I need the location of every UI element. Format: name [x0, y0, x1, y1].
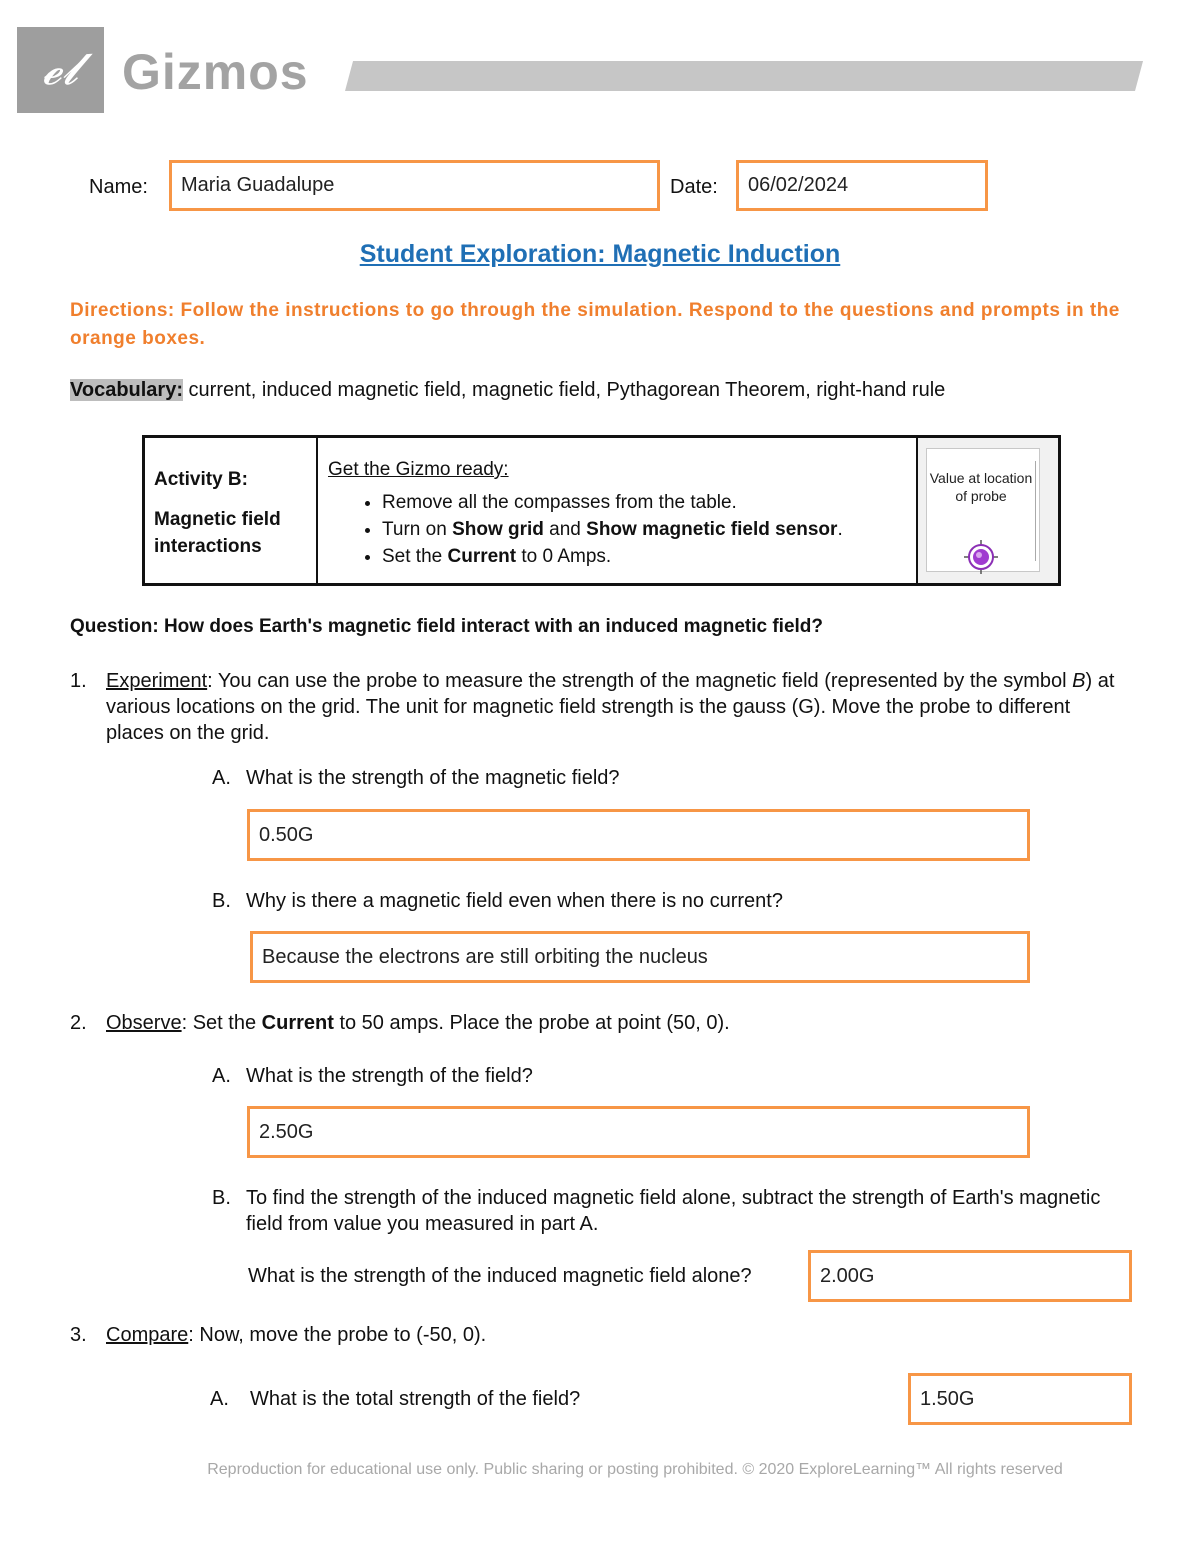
q2a-question: What is the strength of the field? — [246, 1065, 533, 1087]
date-field[interactable]: 06/02/2024 — [736, 160, 988, 211]
setup-steps-list — [328, 489, 916, 570]
q2b-question: To find the strength of the induced magnetic field alone, subtract the strength of Earth's magnetic field from value you measured in part A. — [246, 1187, 1101, 1235]
header-bar — [345, 61, 1143, 91]
setup-step: • Turn on Show grid and Show magnetic field sensor. — [382, 516, 916, 543]
probe-icon — [963, 539, 999, 575]
vocabulary-line — [70, 377, 945, 403]
panel-divider — [1035, 461, 1036, 561]
gizmos-wordmark: Gizmos — [122, 44, 309, 100]
q1a-question: What is the strength of the magnetic field? — [246, 767, 620, 789]
copyright-footer: Reproduction for educational use only. Public sharing or posting prohibited. © 2020 ExploreLearning™ All rights reserved — [207, 1461, 1063, 1478]
activity-subtitle: Magnetic field interactions — [154, 509, 281, 557]
q1a-answer-box[interactable]: 0.50G — [247, 809, 1030, 861]
vocabulary-label: Vocabulary: — [70, 379, 183, 401]
setup-step: • Set the Current to 0 Amps. — [382, 543, 916, 570]
directions-text: Directions: Follow the instructions to go through the simulation. Respond to the questions and prompts in the orange boxes. — [70, 300, 1120, 349]
name-label: Name: — [89, 176, 148, 198]
q1a-label: A. — [212, 767, 231, 789]
q3a-answer-box[interactable]: 1.50G — [908, 1373, 1132, 1425]
activity-table — [142, 435, 1061, 586]
q2-number: 2. — [70, 1012, 87, 1034]
sensor-panel — [926, 448, 1040, 572]
logo-mark: 𝓮𝓵 — [42, 44, 79, 95]
activity-instructions-cell — [318, 438, 918, 583]
q2b-prompt: What is the strength of the induced magnetic field alone? — [248, 1265, 752, 1287]
page-title: Student Exploration: Magnetic Induction — [359, 240, 841, 268]
date-label: Date: — [670, 176, 718, 198]
explorelearning-logo — [17, 27, 104, 113]
q2a-label: A. — [212, 1065, 231, 1087]
gizmo-ready-heading: Get the Gizmo ready: — [328, 459, 509, 480]
name-field[interactable]: Maria Guadalupe — [169, 160, 660, 211]
q3-text: Compare: Now, move the probe to (-50, 0). — [106, 1324, 487, 1346]
question-heading: Question: How does Earth's magnetic field interact with an induced magnetic field? — [70, 616, 824, 637]
sensor-caption: Value at location of probe — [929, 470, 1033, 504]
q1-number: 1. — [70, 670, 87, 692]
q2-text: Observe: Set the Current to 50 amps. Place the probe at point (50, 0). — [106, 1012, 730, 1034]
q3a-label: A. — [210, 1388, 229, 1410]
activity-label: Activity B: — [154, 469, 248, 490]
q1b-label: B. — [212, 890, 231, 912]
q2b-label: B. — [212, 1187, 231, 1209]
q1b-question: Why is there a magnetic field even when there is no current? — [246, 890, 783, 912]
q1b-answer-box[interactable]: Because the electrons are still orbiting the nucleus — [250, 931, 1030, 983]
vocabulary-terms: current, induced magnetic field, magnetic field, Pythagorean Theorem, right-hand rule — [183, 379, 946, 401]
probe-sensor-image — [918, 438, 1058, 583]
q3a-question: What is the total strength of the field? — [250, 1388, 581, 1410]
q3-number: 3. — [70, 1324, 87, 1346]
activity-heading-cell — [145, 438, 318, 583]
q1-text: Experiment: You can use the probe to measure the strength of the magnetic field (represented by the symbol B) at various locations on the grid. The unit for magnetic field strength is the gauss (G). Move the probe to different places on the grid. — [106, 670, 1115, 744]
q2b-answer-box[interactable]: 2.00G — [808, 1250, 1132, 1302]
setup-step: • Remove all the compasses from the table. — [382, 489, 916, 516]
q2a-answer-box[interactable]: 2.50G — [247, 1106, 1030, 1158]
